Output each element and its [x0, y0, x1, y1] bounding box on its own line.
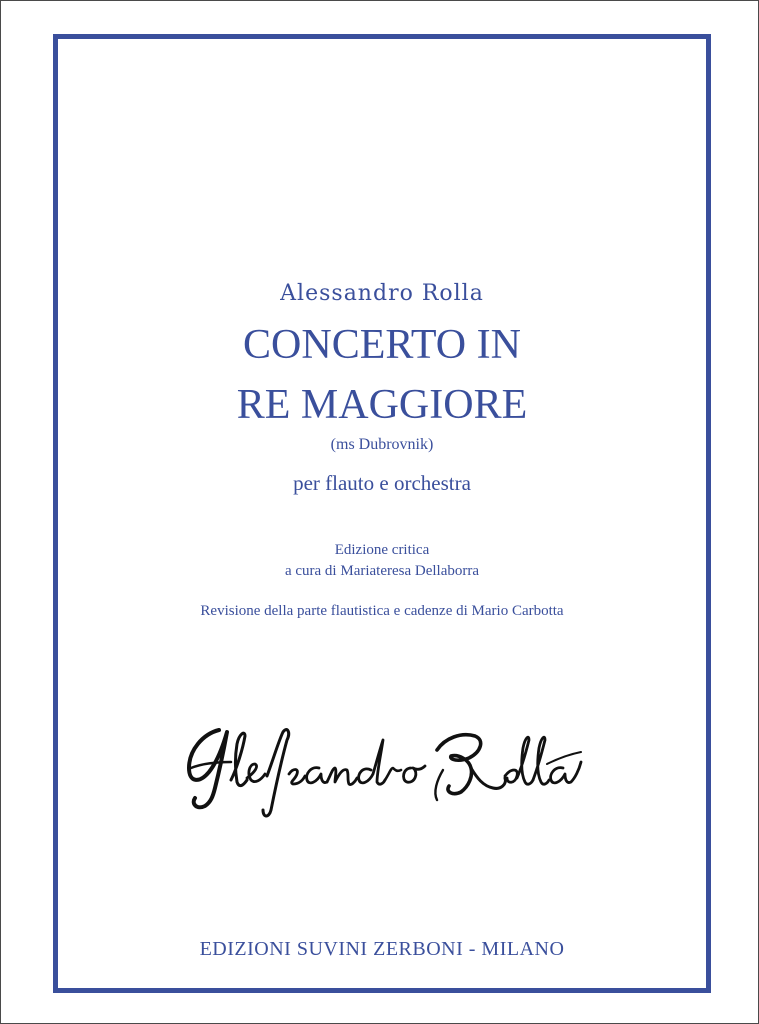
work-title-line-1: CONCERTO IN: [243, 322, 521, 368]
edition-type: Edizione critica: [334, 542, 430, 558]
revision-credit: Revisione della parte flautistica e cadenze di Mario Carbotta: [200, 603, 564, 619]
editor-credit: a cura di Mariateresa Dellaborra: [284, 563, 480, 579]
composer-signature: [175, 710, 585, 825]
publisher: EDIZIONI SUVINI ZERBONI - MILANO: [199, 938, 565, 960]
decorative-frame: [53, 34, 711, 993]
work-title-line-2: RE MAGGIORE: [236, 382, 528, 428]
instrumentation: per flauto e orchestra: [293, 471, 471, 495]
composer-name: Alessandro Rolla: [280, 281, 484, 306]
manuscript-note: (ms Dubrovnik): [330, 436, 434, 453]
